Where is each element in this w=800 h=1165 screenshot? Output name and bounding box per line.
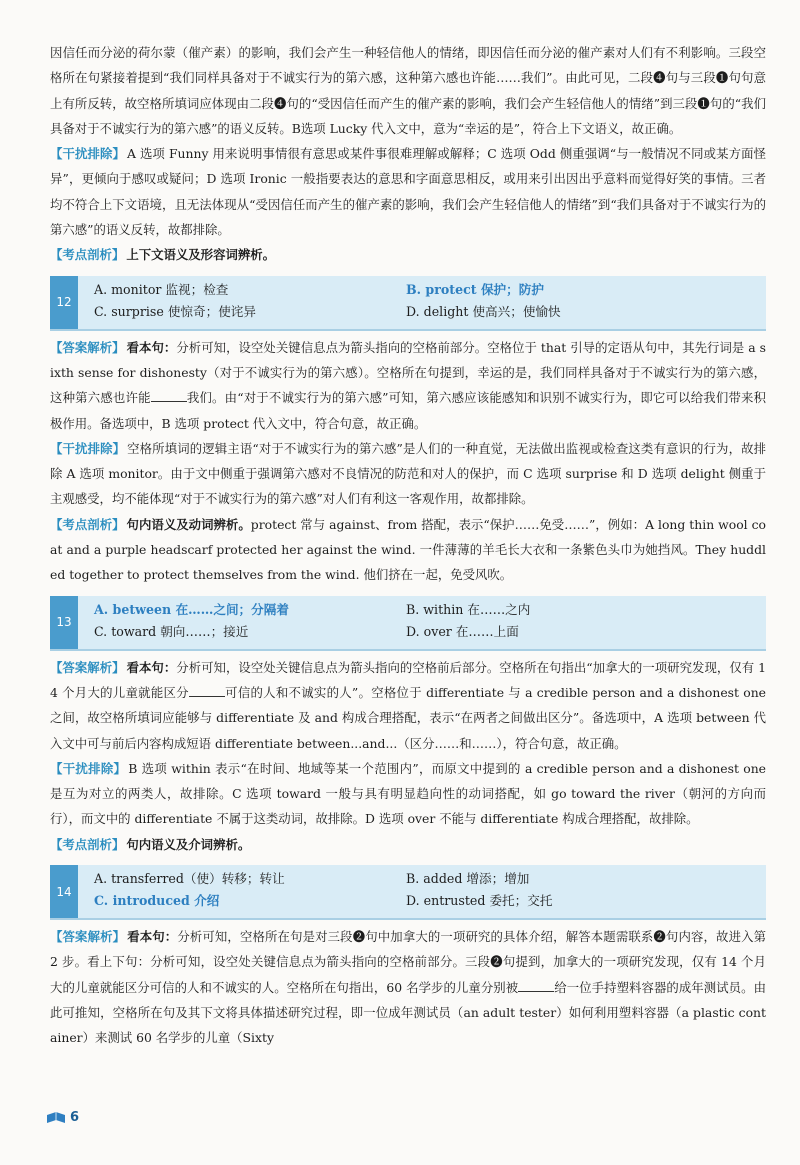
paragraph-text: 空格所填词的逻辑主语“对于不诚实行为的第六感”是人们的一种直觉，无法做出监视或检查这类有意识的行为，故排除 A 选项 monitor。由于文中侧重于强调第六感对不良情况的防范和对人的保护，而 C 选项 surprise 和 D 选项 delight 侧重于主观感受，均不能体现“对于不诚实行为的第六感”对人们有利这一客观作用，故都排除。	[50, 440, 767, 507]
paragraph-text: 我们。由“对于不诚实行为的第六感”可知，第六感应该能感知和识别不诚实行为，即它可以给我们带来积极作用。备选项中，B 选项 protect 代入文中，符合句意，故正确。	[50, 390, 766, 431]
paragraph-text: 可信的人和不诚实的人”。空格位于 differentiate 与 a credible person and a dishonest one 之间，故空格所填词应能够与 differentiate 及 and 构成合理搭配，表示“在两者之间做出区分”。备选项中，A 选项 between 代入文中可与前后内容构成短语 differentiate between...and...（区分……和……），符合句意，故正确。	[50, 684, 767, 751]
question-number: 13	[50, 596, 78, 649]
lead-text: 句内语义及动词辨析。	[126, 516, 251, 532]
paragraph-text: 因信任而分泌的荷尔蒙（催产素）的影响，我们会产生一种轻信他人的情绪，即因信任而分泌的催产素对人们有不利影响。三段空格所在句紧接着提到“我们同样具备对于不诚实行为的第六感，这种第六感也许能……我们”。由此可见，二段❹句与三段❶句句意上有所反转，故空格所填词应体现由二段❹句的“受因信任而产生的催产素的影响，我们会产生轻信他人的情绪”到三段❶句的“我们具备对于不诚实行为的第六感”的语义反转。B选项 Lucky 代入文中，意为“幸运的是”，符合上下文语义，故正确。	[50, 45, 766, 136]
book-icon	[46, 1111, 66, 1125]
section-tag: 【考点剖析】	[50, 836, 125, 852]
paragraph-text: 上下文语义及形容词辨析。	[126, 247, 276, 263]
option-b: B. added 增添；增加	[406, 871, 530, 887]
page-footer	[46, 1110, 79, 1125]
explanation-paragraph	[50, 40, 766, 141]
question-options-box	[50, 865, 766, 920]
question-options-box	[50, 596, 766, 651]
option-a-correct: A. between 在……之间；分隔着	[94, 601, 289, 617]
question-number: 14	[50, 865, 78, 918]
distractor-paragraph	[50, 141, 766, 242]
paragraph-text: 句内语义及介词辨析。	[126, 836, 251, 852]
answer-paragraph	[50, 924, 766, 1050]
answer-blank	[518, 979, 554, 992]
section-tag: 【答案解析】	[50, 929, 126, 945]
section-tag: 【答案解析】	[50, 659, 125, 675]
page-number: 6	[70, 1110, 80, 1125]
keypoint-paragraph	[50, 832, 766, 857]
lead-text: 看本句：	[126, 659, 177, 675]
paragraph-text: B 选项 within 表示“在时间、地域等某一个范围内”，而原文中提到的 a credible person and a dishonest one 是互为对立的两类人，故排除。C 选项 toward 一般与具有明显趋向性的动词搭配，如 go toward the river（朝河的方向而行），而文中的 differentiate 不属于这类动词，故排除。D 选项 over 不能与 differentiate 构成合理搭配，故排除。	[50, 760, 767, 827]
paragraph-text: protect 常与 against、from 搭配，表示“保护……免受……”，例如：A long thin wool coat and a purple headscarf protected her against the wind. 一件薄薄的羊毛长大衣和一条紫色头巾为她挡风。They huddled together to protect themselves from the wind. 他们挤在一起，免受风吹。	[50, 516, 767, 583]
option-d: D. delight 使高兴；使愉快	[406, 303, 561, 319]
question-number: 12	[50, 276, 78, 329]
section-tag: 【干扰排除】	[50, 760, 127, 776]
option-a: A. transferred（使）转移；转让	[94, 871, 285, 887]
option-c: C. toward 朝向……；接近	[94, 623, 249, 639]
answer-paragraph	[50, 655, 766, 756]
paragraph-text: 给一位手持塑料容器的成年测试员。由此可推知，空格所在句及其下文将具体描述研究过程，即一位成年测试员（an adult tester）如何利用塑料容器（a plastic container）来测试 60 名学步的儿童（Sixty	[50, 979, 766, 1046]
section-tag: 【干扰排除】	[50, 440, 126, 456]
answer-blank	[189, 684, 225, 697]
distractor-paragraph	[50, 756, 766, 832]
option-b-correct: B. protect 保护；防护	[406, 281, 544, 297]
option-b: B. within 在……之内	[406, 601, 531, 617]
option-d: D. entrusted 委托；交托	[406, 893, 553, 909]
keypoint-paragraph	[50, 242, 766, 267]
page-content	[50, 40, 766, 1051]
section-tag: 【答案解析】	[50, 339, 125, 355]
question-options-box	[50, 276, 766, 331]
paragraph-text: A 选项 Funny 用来说明事情很有意思或某件事很难理解或解释；C 选项 Odd 侧重强调“与一般情况不同或某方面怪异”，更倾向于感叹或疑问；D 选项 Ironic 一般指要表达的意思和字面意思相反，或用来引出因出乎意料而觉得好笑的事情。三者均不符合上下文语境，且无法体现从“受因信任而产生的催产素的影响，我们会产生轻信他人的情绪”到“我们具备对于不诚实行为的第六感”的语义反转，故都排除。	[50, 146, 766, 238]
lead-text: 看本句：	[127, 929, 178, 945]
paragraph-text: 分析可知，设空处关键信息点为箭头指向的空格前部分。空格位于 that 引导的定语从句中，其先行词是 a sixth sense for dishonesty（对于不诚实行为的第六感）。空格所在句提到，幸运的是，我们同样具备对于不诚实行为的第六感，这种第六感也许能	[50, 339, 767, 406]
option-a: A. monitor 监视；检查	[94, 281, 229, 297]
section-tag: 【考点剖析】	[50, 516, 125, 532]
option-d: D. over 在……上面	[406, 623, 519, 639]
section-tag: 【干扰排除】	[50, 146, 125, 162]
option-c: C. surprise 使惊奇；使诧异	[94, 303, 256, 319]
paragraph-text: 分析可知，空格所在句是对三段❷句中加拿大的一项研究的具体介绍，解答本题需联系❷句内容，故进入第 2 步。看上下句：分析可知，设空处关键信息点为箭头指向的空格前部分。三段❷句提到，加拿大的一项研究发现，仅有 14 个月大的儿童就能区分可信的人和不诚实的人。空格所在句指出，60 名学步的儿童分别被	[50, 929, 767, 995]
answer-paragraph	[50, 335, 766, 436]
keypoint-paragraph	[50, 512, 766, 588]
section-tag: 【考点剖析】	[50, 247, 125, 263]
option-c-correct: C. introduced 介绍	[94, 893, 220, 909]
distractor-paragraph	[50, 436, 766, 512]
paragraph-text: 分析可知，设空处关键信息点为箭头指向的空格前后部分。空格所在句指出“加拿大的一项研究发现，仅有 14 个月大的儿童就能区分	[50, 659, 767, 700]
answer-blank	[151, 389, 187, 402]
lead-text: 看本句：	[126, 339, 177, 355]
